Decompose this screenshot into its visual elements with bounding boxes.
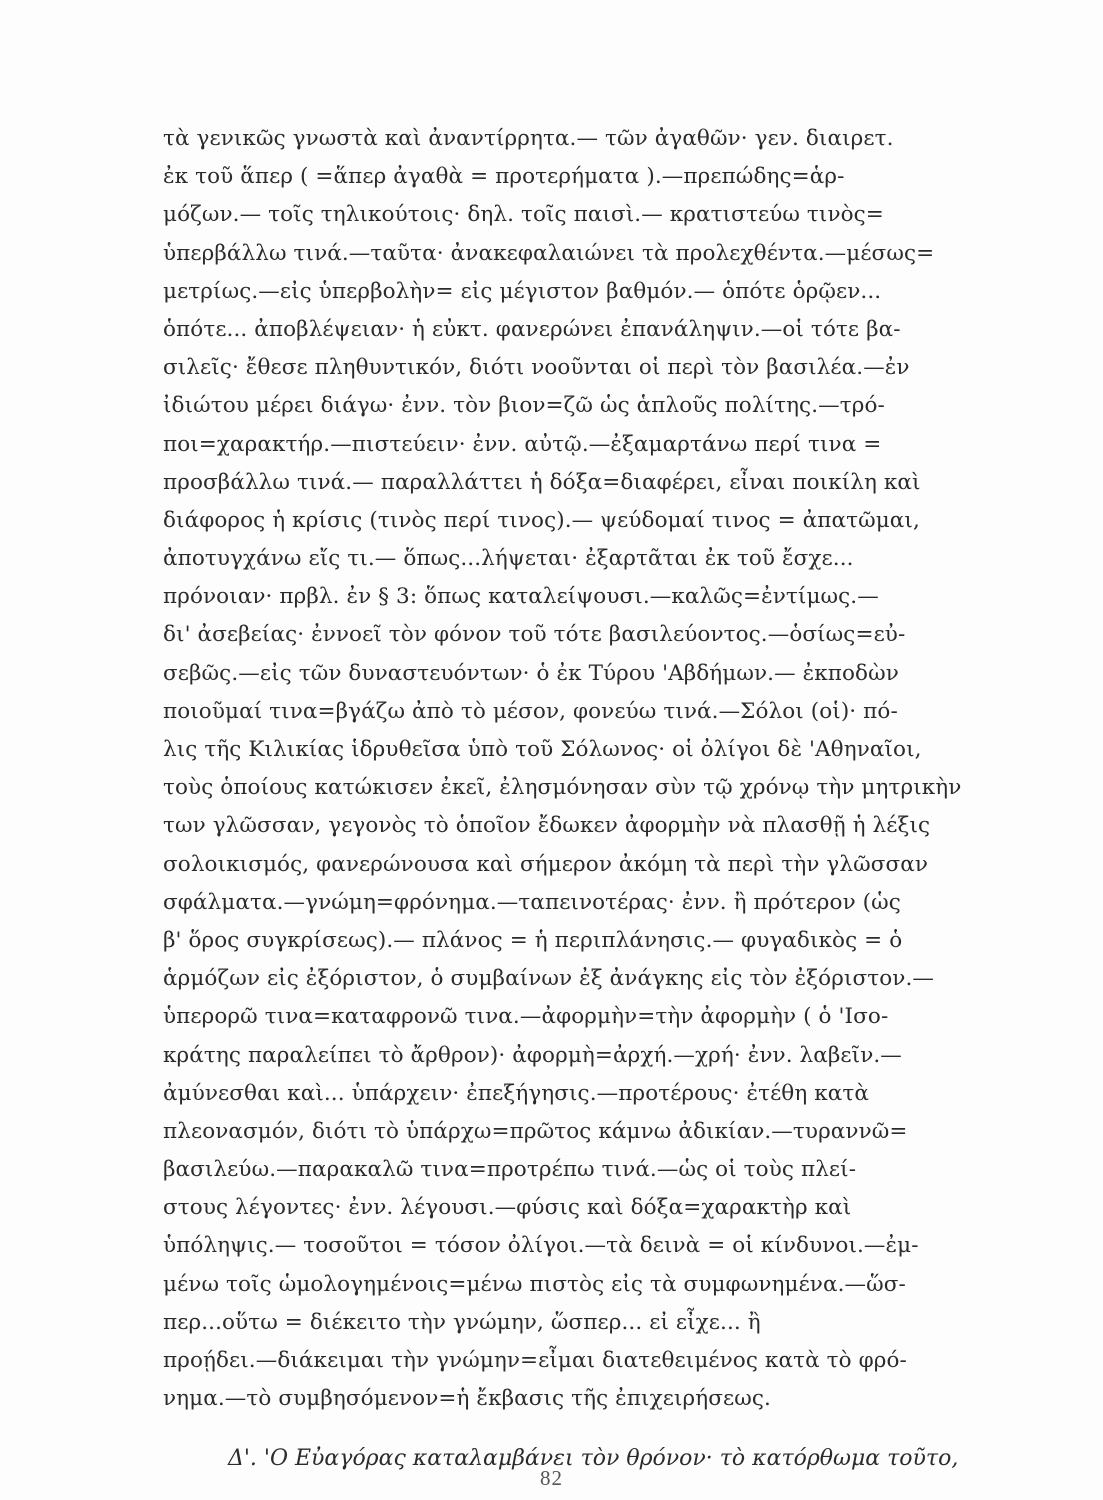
text-line: δι' ἀσεβείας· ἐννοεῖ τὸν φόνον τοῦ τότε βασιλεύοντος.—ὁσίως=εὐ- [163,622,906,648]
text-line: μένω τοῖς ὡμολογημένοις=μένω πιστὸς εἰς τὰ συμφωνημένα.—ὥσ- [163,1271,906,1297]
text-line: ποιοῦμαί τινα=βγάζω ἀπὸ τὸ μέσον, φονεύω τινά.—Σόλοι (οἱ)· πό- [163,698,898,724]
text-line: λις τῆς Κιλικίας ἱδρυθεῖσα ὑπὸ τοῦ Σόλωνος· οἱ ὀλίγοι δὲ 'Αθηναῖοι, [163,737,922,762]
text-line: σεβῶς.—εἰς τῶν δυναστευόντων· ὁ ἐκ Τύρου 'Αβδήμων.— ἐκποδὼν [163,660,899,686]
text-line: περ...οὕτω = διέκειτο τὴν γνώμην, ὥσπερ... εἰ εἶχε... ἢ [163,1309,761,1335]
text-line: σφάλματα.—γνώμη=φρόνημα.—ταπεινοτέρας· ἐνν. ἢ πρότερον (ὡς [163,889,901,915]
text-line: κράτης παραλείπει τὸ ἄρθρον)· ἀφορμὴ=ἀρχή.—χρή· ἐνν. λαβεῖν.— [163,1042,902,1068]
text-line: ἀποτυγχάνω εἴς τι.— ὅπως...λήψεται· ἐξαρτᾶται ἐκ τοῦ ἔσχε... [163,546,854,572]
page-number: 82 [540,1466,563,1490]
text-line: πρόνοιαν· πρβλ. ἐν § 3: ὅπως καταλείψουσι.—καλῶς=ἐντίμως.— [163,584,879,610]
text-line: ὑπερβάλλω τινά.—ταῦτα· ἀνακεφαλαιώνει τὰ προλεχθέντα.—μέσως= [163,240,935,266]
text-line: των γλῶσσαν, γεγονὸς τὸ ὁποῖον ἔδωκεν ἀφορμὴν νὰ πλασθῇ ἡ λέξις [163,813,931,839]
text-line: τὰ γενικῶς γνωστὰ καὶ ἀναντίρρητα.— τῶν ἀγαθῶν· γεν. διαιρετ. [163,126,894,151]
text-line: σιλεῖς· ἔθεσε πληθυντικόν, διότι νοοῦνται οἱ περὶ τὸν βασιλέα.—ἐν [163,355,910,381]
commentary-text-block [163,120,1033,1418]
section-heading: Δ'. 'Ο Εὐαγόρας καταλαμβάνει τὸν θρόνον· τὸ κατόρθωμα τοῦτο, [228,1446,959,1471]
text-line: σολοικισμός, φανερώνουσα καὶ σήμερον ἀκόμη τὰ περὶ τὴν γλῶσσαν [163,851,929,877]
text-line: ὑπόληψις.— τοσοῦτοι = τόσον ὀλίγοι.—τὰ δεινὰ = οἱ κίνδυνοι.—ἐμ- [163,1233,919,1259]
text-line: νημα.—τὸ συμβησόμενον=ἡ ἔκβασις τῆς ἐπιχειρήσεως. [163,1386,771,1412]
text-line: ὑπερορῶ τινα=καταφρονῶ τινα.—ἀφορμὴν=τὴν ἀφορμὴν ( ὁ 'Ισο- [163,1004,889,1030]
text-line: τοὺς ὁποίους κατώκισεν ἐκεῖ, ἐλησμόνησαν σὺν τῷ χρόνῳ τὴν μητρικὴν [163,775,962,801]
text-line: πλεονασμόν, διότι τὸ ὑπάρχω=πρῶτος κάμνω ἀδικίαν.—τυραννῶ= [163,1118,908,1144]
text-line: ἁρμόζων εἰς ἐξόριστον, ὁ συμβαίνων ἐξ ἀνάγκης εἰς τὸν ἐξόριστον.— [163,966,934,992]
text-line: διάφορος ἡ κρίσις (τινὸς περί τινος).— ψεύδομαί τινος = ἀπατῶμαι, [163,507,920,533]
text-line: στους λέγοντες· ἐνν. λέγουσι.—φύσις καὶ δόξα=χαρακτὴρ καὶ [163,1195,852,1221]
text-line: μόζων.— τοῖς τηλικούτοις· δηλ. τοῖς παισὶ.— κρατιστεύω τινὸς= [163,202,884,228]
text-line: ὁπότε... ἀποβλέψειαν· ἡ εὐκτ. φανερώνει ἐπανάληψιν.—οἱ τότε βα- [163,316,901,342]
text-line: προῄδει.—διάκειμαι τὴν γνώμην=εἶμαι διατεθειμένος κατὰ τὸ φρό- [163,1348,907,1373]
text-line: ἀμύνεσθαι καὶ... ὑπάρχειν· ἐπεξήγησις.—προτέρους· ἐτέθη κατὰ [163,1080,870,1106]
text-line: προσβάλλω τινά.— παραλλάττει ἡ δόξα=διαφέρει, εἶναι ποικίλη καὶ [163,469,921,495]
text-line: β' ὅρος συγκρίσεως).— πλάνος = ἡ περιπλάνησις.— φυγαδικὸς = ὁ [163,927,903,953]
text-line: ἰδιώτου μέρει διάγω· ἐνν. τὸν βιον=ζῶ ὡς ἁπλοῦς πολίτης.—τρό- [163,393,885,419]
text-line: ἐκ τοῦ ἅπερ ( =ἅπερ ἀγαθὰ = προτερήματα ).—πρεπώδης=ἁρ- [163,164,845,190]
text-line: ποι=χαρακτήρ.—πιστεύειν· ἐνν. αὐτῷ.—ἐξαμαρτάνω περί τινα = [163,431,882,457]
text-line: βασιλεύω.—παρακαλῶ τινα=προτρέπω τινά.—ὡς οἱ τοὺς πλεί- [163,1157,857,1183]
text-line: μετρίως.—εἰς ὑπερβολὴν= εἰς μέγιστον βαθμόν.— ὁπότε ὁρῷεν... [163,278,882,304]
